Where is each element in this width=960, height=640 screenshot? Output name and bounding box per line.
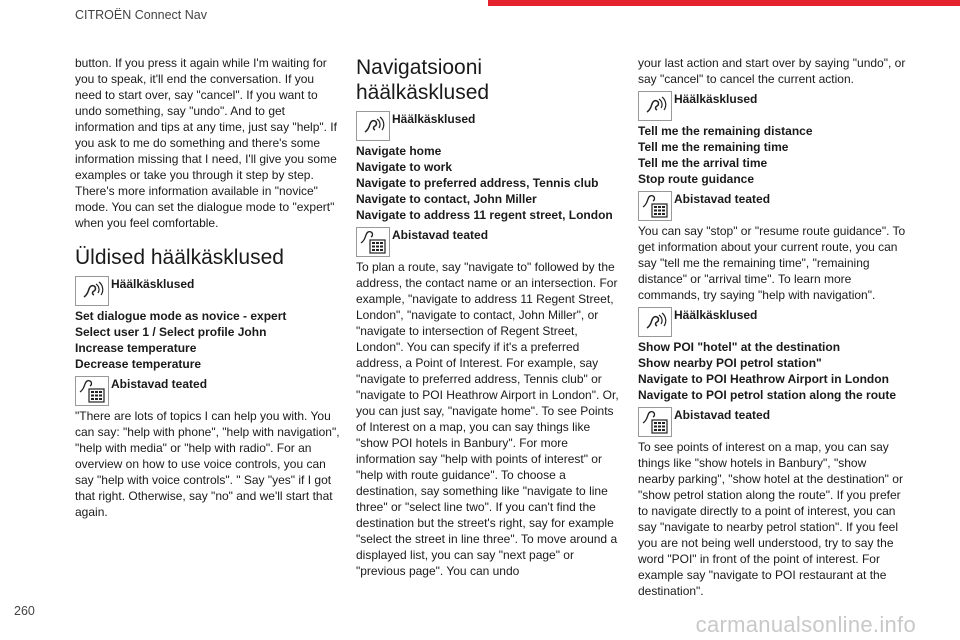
voice-command-icon [638,307,672,337]
command-item: Set dialogue mode as novice - expert [75,309,287,323]
voice-commands-label: Häälkäsklused [674,92,758,106]
page-number: 260 [14,604,35,618]
command-item: Navigate to address 11 regent street, London [356,208,613,222]
voice-command-icon [75,276,109,306]
command-list [638,339,906,403]
help-message-text: To see points of interest on a map, you can say things like "show hotels in Banbury", "show nearby parking", "show hotel at the destination" or "show petrol station along the route". If you prefer to navigate directly to a point of interest, you can say "navigate to nearby petrol station". If you feel you are not being well understood, try to say the word "POI" in front of the point of interest. For example say "navigate to POI restaurant at the destination". [638,440,903,598]
help-messages-label-row [356,227,624,257]
command-item: Stop route guidance [638,172,755,186]
command-item: Tell me the arrival time [638,156,768,170]
help-messages-label: Abistavad teated [674,408,771,422]
voice-commands-label: Häälkäsklused [392,112,476,126]
voice-commands-label-row [356,111,624,141]
header-title: CITROËN Connect Nav [75,8,207,22]
help-messages-label-row [75,376,343,406]
command-list [638,123,906,187]
command-list [75,308,343,372]
help-message-text: "There are lots of topics I can help you with. You can say: "help with phone", "help with navigation", "help with media" or "help with radio". For an overview on how to use voice controls, you can say "help with voice controls". " Say "yes" if I got that right. Otherwise, say "no" and we'll start that again. [75,409,340,519]
command-item: Navigate to POI Heathrow Airport in London [638,372,889,386]
command-item: Navigate to work [356,160,453,174]
heading-line-2: häälkäsklused [356,81,490,104]
command-item: Tell me the remaining distance [638,124,813,138]
column-3 [638,55,906,599]
help-messages-label: Abistavad teated [674,192,771,206]
voice-commands-label-row [75,276,343,306]
column-1 [75,55,343,520]
voice-command-icon [638,91,672,121]
command-item: Show POI "hotel" at the destination [638,340,841,354]
help-message-icon [75,376,109,406]
help-message-text: To plan a route, say "navigate to" followed by the address, the contact name or an intersection. For example, "navigate to address 11 Regent Street, London", "navigate to contact, John Miller", or "navigate to intersection of Regent Street, London". You can specify if it's a preferred address, a Point of Interest. For example, say "navigate to preferred address, Tennis club" or "navigate to POI Heathrow Airport in London". Or, you can just say, "navigate home". To see Points of Interest on a map, you can say things like "show POI hotels in Banbury". For more information say "help with points of interest" or "help with route guidance". To choose a destination, say something like "navigate to line three" or "select line two". If you can't find the destination but the street's right, say for example "select the street in line three". To move around a displayed list, you can say "next page" or "previous page". You can undo [356,260,619,578]
help-message-icon [356,227,390,257]
voice-commands-label: Häälkäsklused [111,277,195,291]
help-message-text: You can say "stop" or "resume route guidance". To get information about your current route, you can say "tell me the remaining time", "remaining distance" or "arrival time". To learn more commands, try saying "help with navigation". [638,224,906,302]
help-message-icon [638,191,672,221]
help-messages-label-row [638,407,906,437]
voice-commands-label-row [638,91,906,121]
command-item: Select user 1 / Select profile John [75,325,267,339]
command-item: Navigate to preferred address, Tennis club [356,176,599,190]
command-item: Navigate to POI petrol station along the route [638,388,897,402]
command-list [356,143,624,223]
command-item: Navigate to contact, John Miller [356,192,537,206]
watermark-text: carmanualsonline.info [695,612,916,637]
help-messages-label-row [638,191,906,221]
command-item: Tell me the remaining time [638,140,789,154]
section-heading: Üldised häälkäsklused [75,246,284,269]
section-heading [356,55,624,105]
header-accent-bar [488,0,960,6]
intro-text: your last action and start over by saying "undo", or say "cancel" to cancel the current action. [638,56,906,86]
voice-command-icon [356,111,390,141]
command-item: Decrease temperature [75,357,202,371]
voice-commands-label-row [638,307,906,337]
help-messages-label: Abistavad teated [392,228,489,242]
intro-text: button. If you press it again while I'm waiting for you to speak, it'll end the conversation. If you need to start over, say "cancel". If you want to undo something, say "undo". And to get information and tips at any time, just say "help". If you ask to me do something and there's some information missing that I need, I'll give you some examples or take you through it step by step. There's more information available in "novice" mode. You can set the dialogue mode to "expert" when you feel comfortable. [75,56,337,230]
heading-line-1: Navigatsiooni [356,56,483,79]
command-item: Show nearby POI petrol station" [638,356,822,370]
help-message-icon [638,407,672,437]
help-messages-label: Abistavad teated [111,377,208,391]
column-2 [356,55,624,579]
voice-commands-label: Häälkäsklused [674,308,758,322]
command-item: Navigate home [356,144,442,158]
command-item: Increase temperature [75,341,197,355]
